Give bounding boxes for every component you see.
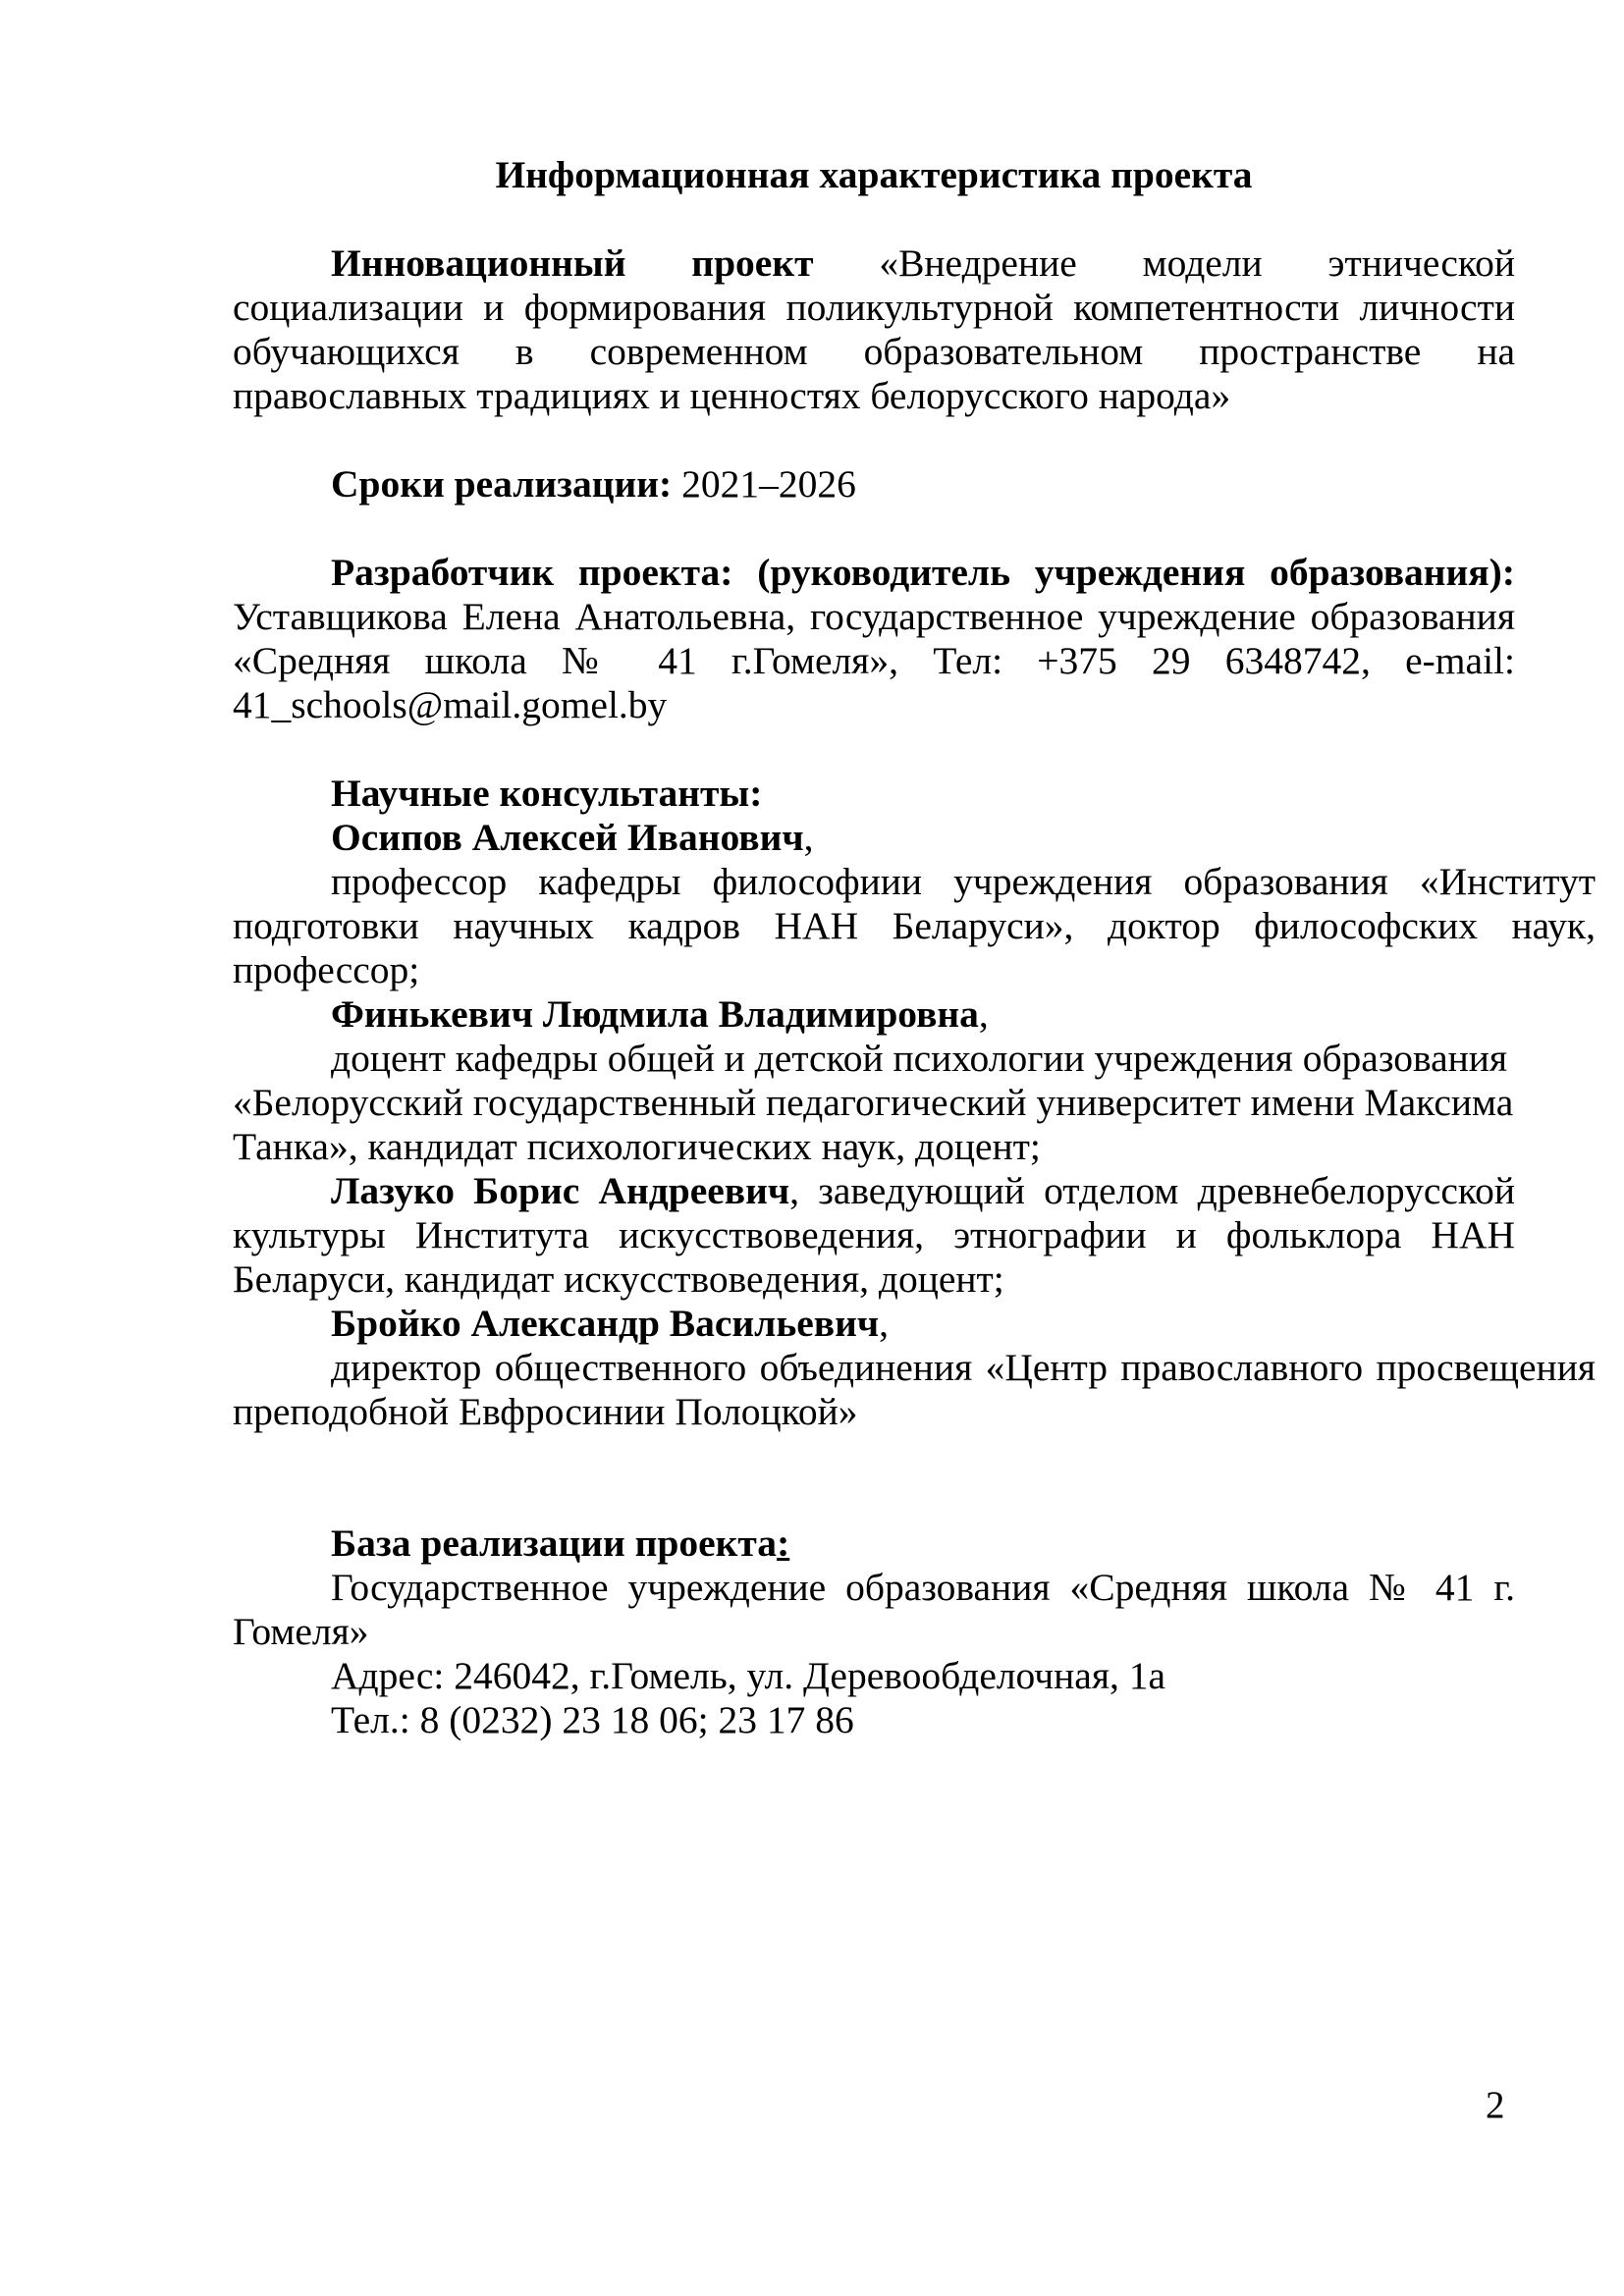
- base-heading-text: База реализации проекта: [331, 1522, 778, 1565]
- consultant-name-line: [233, 992, 1515, 1037]
- consultant-name-suffix: ,: [879, 1302, 890, 1345]
- consultant-name-suffix: ,: [978, 992, 989, 1036]
- base-heading-colon: :: [777, 1522, 790, 1565]
- consultant-name-line: [233, 1169, 1515, 1302]
- consultant-description: директор общественного объединения «Центр православного просвещения преподобной Евфросинии Полоцкой»: [233, 1346, 1596, 1433]
- project-label: Инновационный проект: [331, 241, 814, 285]
- spacer: [233, 418, 1515, 462]
- spacer: [233, 1434, 1515, 1522]
- consultant-name: Финькевич Людмила Владимировна: [331, 992, 979, 1036]
- consultant-name: Лазуко Борис Андреевич: [331, 1169, 790, 1212]
- spacer: [233, 507, 1515, 551]
- consultant-description: доцент кафедры общей и детской психологии учреждения образования «Белорусский государственный педагогический университет имени Максима Танка», кандидат психологических наук, доцент;: [233, 1037, 1514, 1168]
- base-address: Адрес: 246042, г.Гомель, ул. Деревообделочная, 1а: [331, 1654, 1166, 1697]
- terms-label: Сроки реализации:: [331, 462, 673, 506]
- spacer: [233, 727, 1515, 772]
- project-text: «Внедрение модели этнической социализации и формирования поликультурной компетентности личности обучающихся в современном образовательном пространстве на православных традициях и ценностях белорусского народа»: [233, 241, 1515, 417]
- consultant-description: , заведующий отделом древнебелорусской культуры Института искусствоведения, этнографии и фольклора НАН Беларуси, кандидат искусствоведения, доцент;: [233, 1169, 1515, 1301]
- consultant-name-line: [233, 1302, 1515, 1346]
- document-title: Информационная характеристика проекта: [495, 153, 1253, 196]
- consultant-name: Бройко Александр Васильевич: [331, 1302, 880, 1345]
- developer-text: Уставщикова Елена Анатольевна, государственное учреждение образования «Средняя школа № 41 г.Гомеля», Тел: +375 29 6348742, e-mail: 41_schools@mail.gomel.by: [233, 595, 1515, 726]
- developer-paragraph: [233, 551, 1515, 727]
- spacer: [233, 197, 1515, 241]
- consultant-name: Осипов Алексей Иванович: [331, 816, 804, 859]
- developer-label: Разработчик проекта: (руководитель учреждения образования):: [331, 551, 1515, 594]
- page-number: 2: [1486, 2084, 1505, 2126]
- consultant-name-line: [233, 816, 1515, 860]
- base-organization: Государственное учреждение образования «Средняя школа № 41 г. Гомеля»: [233, 1566, 1515, 1653]
- terms-paragraph: [233, 462, 1515, 507]
- consultant-description: профессор кафедры философиии учреждения образования «Институт подготовки научных кадров НАН Беларуси», доктор философских наук, профессор;: [233, 860, 1596, 991]
- document-body: [233, 153, 1596, 1742]
- consultants-heading: Научные консультанты:: [331, 772, 763, 815]
- terms-value: 2021–2026: [672, 462, 856, 506]
- base-heading: [233, 1522, 1515, 1566]
- consultant-name-suffix: ,: [803, 816, 814, 859]
- project-paragraph: [233, 241, 1515, 418]
- base-phone: Тел.: 8 (0232) 23 18 06; 23 17 86: [331, 1698, 854, 1741]
